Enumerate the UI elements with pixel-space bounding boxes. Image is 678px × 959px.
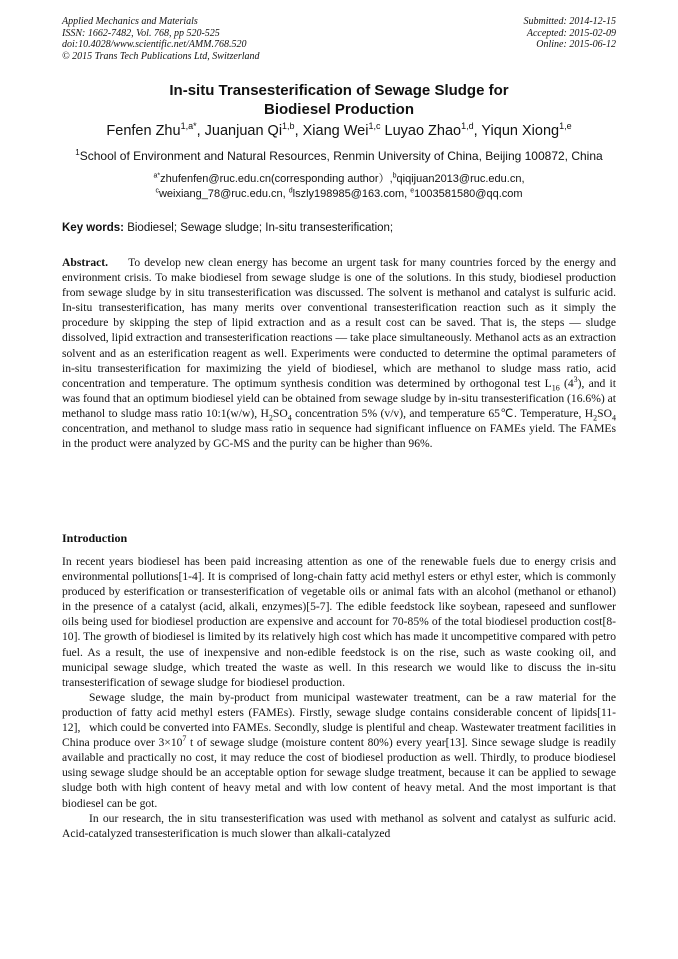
- journal-header-right: [524, 16, 617, 51]
- abstract-text: (4: [559, 376, 574, 390]
- submitted-date: Submitted: 2014-12-15: [523, 16, 616, 27]
- abstract-text: ), and it was found that an optimum biodiesel yield can be obtained from sewage sludge by in-situ transesterification (16.6%) at methanol to sludge mass ratio 10:1(w/w), H: [62, 376, 616, 420]
- email-mark: e: [410, 187, 415, 195]
- abstract: [62, 255, 616, 451]
- section-heading-introduction: Introduction: [62, 531, 128, 545]
- author-separator: ,: [196, 123, 205, 139]
- email-mark: a*: [153, 172, 161, 180]
- affiliation-text: School of Environment and Natural Resources, Renmin University of China, Beijing 100872, China: [79, 149, 603, 163]
- author-emails: [62, 172, 616, 202]
- intro-paragraph-2: [62, 690, 616, 811]
- email-mark: d: [288, 187, 293, 195]
- abstract-subscript: 2: [593, 413, 598, 423]
- abstract-superscript: 3: [573, 374, 578, 384]
- email-e: 1003581580@qq.com: [414, 188, 523, 200]
- author-affiliation-mark: 1,c: [368, 121, 381, 132]
- affiliation: [62, 149, 616, 164]
- author-name: Yiqun Xiong: [481, 123, 560, 139]
- email-mark: c: [155, 187, 159, 195]
- email-mark: b: [392, 172, 397, 180]
- doi-line: doi:10.4028/www.scientific.net/AMM.768.520: [62, 39, 247, 50]
- author-list: [62, 122, 616, 140]
- author-affiliation-mark: 1,e: [559, 121, 572, 132]
- intro-paragraph-3: In our research, the in situ transesterification was used with methanol as solvent and catalyst as sulfuric acid. Acid-catalyzed transesterification is much slower than alkali-catalyzed: [62, 811, 616, 840]
- issn-line: ISSN: 1662-7482, Vol. 768, pp 520-525: [62, 27, 220, 39]
- email-d: lszly198985@163.com,: [292, 188, 411, 200]
- title-line-1: In-situ Transesterification of Sewage Sludge for: [169, 82, 509, 99]
- intro-paragraph-1: In recent years biodiesel has been paid increasing attention as one of the renewable fuels due to energy crisis and environmental pollutions[1-4]. It is comprised of long-chain fatty acid methyl esters or ethyl ester, which is commonly produced by esterification or transesterification of vegetable oils or animal fats with an alcohol (methanol or ethanol) in the presence of a catalyst (acid, alkali, enzymes)[5-7]. The edible feedstock like soybean, rapeseed and sunflower oils being used for biodiesel production are expensive and account for 70-85% of the total biodiesel production cost[8-10]. The growth of biodiesel is limited by its relatively high cost which has made it uncompetitive compared with petro fuel. As a result, the use of inexpensive and non-edible feedstock is on the rise, such as waste cooking oil, and municipal sewage sludge, which treated the waste as well. In this research we would like to discuss the in-situ transesterification of sewage sludge for biodiesel production.: [62, 555, 616, 689]
- author-affiliation-mark: 1,b: [282, 121, 295, 132]
- author-affiliation-mark: 1,d: [461, 121, 474, 132]
- author-affiliation-mark: 1,a*: [180, 121, 197, 132]
- email-a: zhufenfen@ruc.edu.cn(corresponding author）,: [160, 173, 393, 185]
- introduction-body: [62, 554, 616, 841]
- journal-name: Applied Mechanics and Materials: [62, 16, 198, 27]
- keywords-text: Biodiesel; Sewage sludge; In-situ transesterification;: [124, 222, 394, 234]
- intro-text: Sewage sludge, the main by-product from municipal wastewater treatment, can be a raw material for the production of fatty acid methyl esters (FAMEs). Firstly, sewage sludge contains considerable concent of lipids[11-12], which could be converted into FAMEs. Secondly, sludge is plentiful and cheap. Wastewater treatment facilities in China produce over 3×10: [62, 690, 616, 750]
- affiliation-mark: 1: [75, 148, 80, 157]
- author-separator: ,: [473, 123, 482, 139]
- abstract-subscript: 4: [612, 413, 616, 423]
- abstract-text: concentration, and methanol to sludge mass ratio in sequence had significant influence on FAMEs yield. The FAMEs in the product were analyzed by GC-MS and the purity can be higher than 96%.: [62, 422, 616, 451]
- abstract-subscript: 16: [551, 383, 560, 393]
- abstract-text: To develop new clean energy has become an urgent task for many countries forced by the energy and environment crisis. To make biodiesel from sewage sludge is one of the solutions. In this study, biodiesel production from sewage sludge by in situ transesterification was discussed. The solvent is methanol and catalyst is sulfuric acid. In-situ transesterification, has many merits over conventional transesterification reaction such as it simply the procedure by skipping the step of lipid extraction and as a result cost can be saved. That is, the steps — sludge dissolved, lipid extraction and transesterification reactions — take place simultaneously. Methanol acts as an extraction solvent and as an esterification reagent as well. Experiments were conducted to determine the optimal parameters of in-situ transesterification for maximizing the yield of biodiesel, which are methanol to sludge mass ratio, acid concentration and temperature. The optimum synthesis condition was determined by orthogonal test L: [62, 256, 616, 390]
- intro-text: t of sewage sludge (moisture content 80%) every year[13]. Since sewage sludge is readily available and practically no cost, it may reduce the cost of biodiesel production as well. Thirdly, to produce biodiesel using sewage sludge should be an acceptable option for sewage sludge treatment, because it can be applied to sewage sludge both with high content of heavy metal and with low content of heavy metal. And the most important is that biodiesel can be got.: [62, 736, 616, 810]
- email-line-2: [62, 187, 616, 202]
- email-c: weixiang_78@ruc.edu.cn,: [158, 188, 289, 200]
- abstract-subscript: 4: [287, 413, 292, 423]
- email-line-1: [62, 172, 616, 187]
- abstract-label: Abstract.: [62, 256, 109, 269]
- keywords: [62, 221, 616, 236]
- abstract-subscript: 2: [268, 413, 273, 423]
- author-name: Juanjuan Qi: [204, 123, 283, 139]
- accepted-date: Accepted: 2015-02-09: [526, 27, 616, 39]
- title-line-2: Biodiesel Production: [263, 101, 414, 118]
- online-date: Online: 2015-06-12: [536, 39, 616, 50]
- intro-superscript: 7: [182, 734, 187, 744]
- author-name: Xiang Wei: [302, 123, 369, 139]
- keywords-label: Key words:: [62, 222, 124, 234]
- paper-title: [62, 81, 616, 119]
- author-separator: ,: [294, 123, 303, 139]
- journal-header-left: [62, 16, 260, 62]
- copyright-line: © 2015 Trans Tech Publications Ltd, Switzerland: [62, 50, 260, 62]
- author-name: Fenfen Zhu: [106, 123, 181, 139]
- abstract-text: SO: [272, 406, 288, 420]
- abstract-text: concentration 5% (v/v), and temperature 65℃. Temperature, H: [291, 406, 594, 420]
- abstract-text: SO: [597, 406, 612, 420]
- email-b: qiqijuan2013@ruc.edu.cn,: [396, 173, 525, 185]
- author-name: Luyao Zhao: [384, 123, 462, 139]
